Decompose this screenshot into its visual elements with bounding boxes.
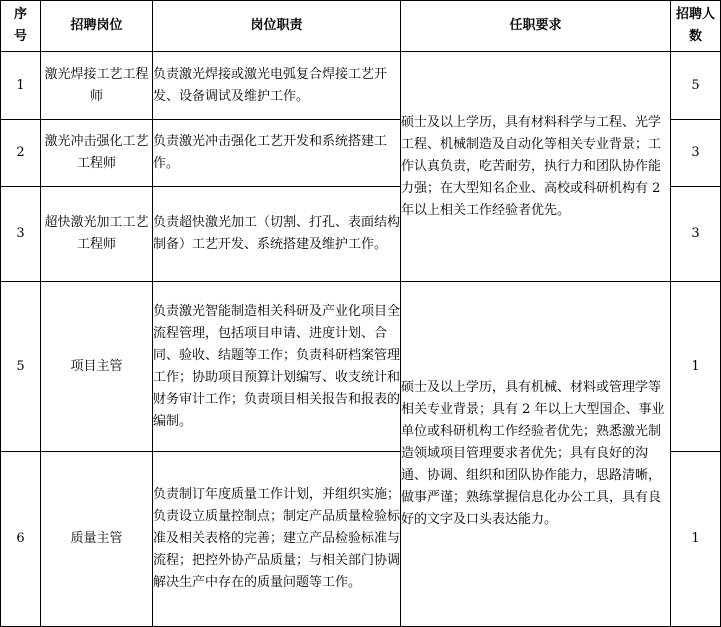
- header-position: 招聘岗位: [41, 1, 153, 52]
- header-requirements: 任职要求: [401, 1, 671, 52]
- row-duties: 负责激光智能制造相关科研及产业化项目全流程管理，包括项目申请、进度计划、合同、验收、结题等工作；负责科研档案管理工作；协助项目预算计划编写、收支统计和财务审计工作；负责项目相关报告和报表的编制。: [153, 282, 401, 452]
- table-row: [1, 282, 721, 452]
- row-duties: 负责激光焊接或激光电弧复合焊接工艺开发、设备调试及维护工作。: [153, 52, 401, 120]
- row-duties: 负责超快激光加工（切割、打孔、表面结构制备）工艺开发、系统搭建及维护工作。: [153, 187, 401, 282]
- requirements-group-1: 硕士及以上学历，具有材料科学与工程、光学工程、机械制造及自动化等相关专业背景；工作认真负责，吃苦耐劳，执行力和团队协作能力强；在大型知名企业、高校或科研机构有 2 年以上相关工作经验者优先。: [401, 52, 671, 282]
- row-position: 项目主管: [41, 282, 153, 452]
- requirements-group-2: 硕士及以上学历，具有机械、材料或管理学等相关专业背景；具有 2 年以上大型国企、事业单位或科研机构工作经验者优先；熟悉激光制造领域项目管理要求者优先；具有良好的沟通、协调、组织和团队协作能力，思路清晰，做事严谨；熟练掌握信息化办公工具，具有良好的文字及口头表达能力。: [401, 282, 671, 627]
- row-position: 激光冲击强化工艺工程师: [41, 120, 153, 187]
- row-position: 质量主管: [41, 452, 153, 627]
- header-row: [1, 1, 721, 52]
- row-index: 3: [1, 187, 41, 282]
- row-count: 1: [671, 282, 721, 452]
- header-count: 招聘人数: [671, 1, 721, 52]
- row-duties: 负责激光冲击强化工艺开发和系统搭建工作。: [153, 120, 401, 187]
- row-count: 1: [671, 452, 721, 627]
- row-count: 3: [671, 187, 721, 282]
- row-duties: 负责制订年度质量工作计划，并组织实施；负责设立质量控制点；制定产品质量检验标准及相关表格的完善；建立产品检验标准与流程；把控外协产品质量；与相关部门协调解决生产中存在的质量问题等工作。: [153, 452, 401, 627]
- header-index: 序号: [1, 1, 41, 52]
- row-count: 5: [671, 52, 721, 120]
- row-position: 激光焊接工艺工程师: [41, 52, 153, 120]
- row-index: 2: [1, 120, 41, 187]
- row-index: 5: [1, 282, 41, 452]
- row-position: 超快激光加工工艺工程师: [41, 187, 153, 282]
- table-row: [1, 52, 721, 120]
- row-count: 3: [671, 120, 721, 187]
- row-index: 6: [1, 452, 41, 627]
- header-duties: 岗位职责: [153, 1, 401, 52]
- row-index: 1: [1, 52, 41, 120]
